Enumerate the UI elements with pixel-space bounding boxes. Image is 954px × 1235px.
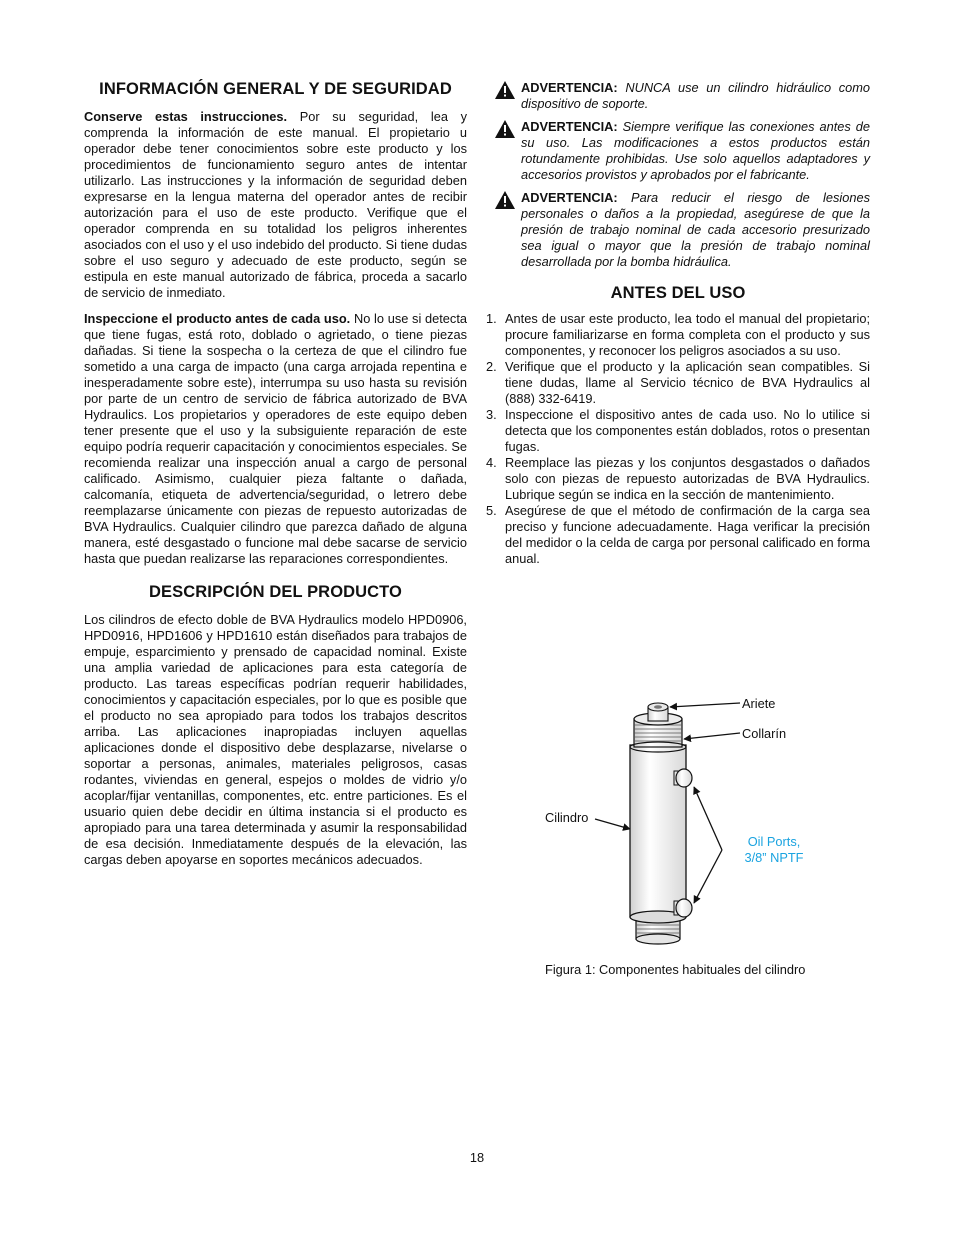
leader-port-upper [694, 787, 722, 850]
warning-2 [486, 119, 870, 183]
warning-3-text: Para reducir el riesgo de lesiones personales o daños a la propiedad, asegúrese de que la presión de trabajo nominal de cada accesorio presurizado sea igual o mayor que la presión de trabajo nominal desarrollada por la bomba hidráulica. [521, 190, 870, 269]
list-item-number: 5. [486, 503, 497, 518]
warning-1 [486, 80, 870, 112]
label-collar: Collarín [742, 726, 787, 741]
ram [648, 703, 668, 721]
leader-collar [684, 733, 740, 739]
paragraph-inspect-product-lead: Inspeccione el producto antes de cada uso. [84, 311, 351, 326]
paragraph-inspect-product-body: No lo use si detecta que tiene fugas, está roto, doblado o agrietado, o tiene piezas dañadas. Si tiene la sospecha o la certeza de que el cilindro fue sometido a una carga de impacto (una carga arrojada repentina e inesperadamente sobre este), interrumpa su uso hasta su revisión por parte de un centro de servicio de fábrica autorizado de BVA Hydraulics. Los propietarios y operadores de este equipo deben tener presente que el uso y la subsiguiente reparación de este equipo podría requerir capacitación y conocimientos especiales. Se recomienda realizar una inspección anual a cargo de personal calificado. Asimismo, cualquier pieza faltante o dañada, calcomanía, etiqueta de advertencia/seguridad, o letrero debe reemplazarse únicamente con piezas de repuesto autorizadas de BVA Hydraulics. Cualquier cilindro que parezca dañado de alguna manera, esté desgastado o funcione mal debe sacarse de servicio hasta que puedan realizarse las reparaciones correspondientes. [84, 311, 467, 566]
warning-triangle-icon [495, 81, 515, 99]
list-item [486, 311, 870, 359]
list-item-text: Asegúrese de que el método de confirmación de la carga sea preciso y funcione adecuadamente. Haga verificar la precisión del medidor o la celda de carga por personal calificado en forma anual. [505, 503, 870, 566]
heading-before-use: ANTES DEL USO [610, 284, 746, 302]
label-oil-ports-line1: Oil Ports, [747, 834, 801, 849]
paragraph-keep-instructions-lead: Conserve estas instrucciones. [84, 109, 288, 124]
warning-1-label: ADVERTENCIA: [521, 80, 618, 95]
oil-port-lower [674, 899, 692, 917]
label-cylinder: Cilindro [545, 810, 589, 825]
paragraph-keep-instructions-body: Por su seguridad, lea y comprenda la información de este manual. El propietario u operador debe tener conocimientos sobre este producto y los procedimientos de funcionamiento seguro antes de intentar utilizarlo. Las instrucciones y la información de seguridad deben expresarse en la lengua materna del operador antes de recibir autorización para el uso de este producto. Verifique que el operador comprenda en su totalidad los peligros inherentes asociados con el uso y el uso indebido del producto. Si tiene dudas sobre el uso seguro y adecuado de este producto, según se estipula en este manual autorizado de fábrica, proceda a sacarlo de servicio de inmediato. [84, 109, 467, 300]
page-number: 18 [469, 1150, 485, 1165]
list-item-text: Inspeccione el dispositivo antes de cada uso. No lo utilice si detecta que los componentes están doblados, rotos o presentan fugas. [505, 407, 870, 454]
warning-3-label: ADVERTENCIA: [521, 190, 618, 205]
list-item-number: 1. [486, 311, 497, 326]
label-oil-ports-line2: 3/8” NPTF [744, 850, 804, 865]
warning-2-label: ADVERTENCIA: [521, 119, 618, 134]
oil-port-upper [674, 769, 692, 787]
paragraph-product-description: Los cilindros de efecto doble de BVA Hydraulics modelo HPD0906, HPD0916, HPD1606 y HPD1610 están diseñados para trabajos de empuje, esparcimiento y prensado de capacidad nominal. Existe una amplia variedad de aplicaciones para esta categoría de producto. Las tareas específicas podrían requerir habilidades, conocimientos y capacitación especiales, por lo que es posible que el producto no sea apropiado para todos los trabajos descritos arriba. Las aplicaciones inapropiadas incluyen aquellas aplicaciones donde el dispositivo debe desplazarse, nivelarse o soportar a personas, animales, materiales peligrosos, casas rodantes, viviendas en general, espejos o moldes de vidrio y/o acoplar/fijar ventanillas, componentes, etc. entre particiones. Es el usuario quien debe decidir en última instancia si el producto es apropiado para una tarea determinada y asumir la responsabilidad de esa decisión. Inmediatamente después de la elevación, las cargas deben apoyarse en soportes mecánicos adecuados. [84, 612, 467, 867]
warning-triangle-icon [495, 120, 515, 138]
list-item-number: 3. [486, 407, 497, 422]
warning-1-text: NUNCA use un cilindro hidráulico como dispositivo de soporte. [521, 80, 870, 111]
left-column [84, 80, 467, 868]
heading-product-description: DESCRIPCIÓN DEL PRODUCTO [149, 583, 402, 601]
warning-triangle-icon [495, 191, 515, 209]
leader-cylinder [595, 819, 630, 829]
list-item [486, 455, 870, 503]
list-item-text: Verifique que el producto y la aplicación sean compatibles. Si tiene dudas, llame al Servicio técnico de BVA Hydraulics al (888) 332-6419. [505, 359, 870, 406]
warning-2-text: Siempre verifique las conexiones antes de su uso. Las modificaciones a estos productos están rotundamente prohibidas. Use solo aquellos adaptadores y accesorios provistos y aprobados por el fabricante. [521, 119, 870, 182]
list-item-text: Antes de usar este producto, lea todo el manual del propietario; procure familiarizarse en forma completa con el producto y sus componentes, y reconocer los peligros asociados a su uso. [505, 311, 870, 358]
warning-3 [486, 190, 870, 270]
heading-general-safety: INFORMACIÓN GENERAL Y DE SEGURIDAD [99, 80, 452, 98]
figure-caption: Figura 1: Componentes habituales del cilindro [545, 962, 806, 977]
paragraph-keep-instructions [84, 109, 467, 301]
paragraph-inspect-product [84, 311, 467, 567]
list-item-number: 4. [486, 455, 497, 470]
list-item [486, 407, 870, 455]
list-item-number: 2. [486, 359, 497, 374]
right-column [486, 80, 870, 567]
leader-ram [670, 703, 740, 707]
list-item [486, 503, 870, 567]
leader-port-lower [694, 850, 722, 903]
list-item [486, 359, 870, 407]
before-use-list [486, 311, 870, 567]
label-oil-ports [738, 834, 810, 866]
list-item-text: Reemplace las piezas y los conjuntos desgastados o dañados solo con piezas de repuesto autorizadas de BVA Hydraulics. Lubrique según se indica en la sección de mantenimiento. [505, 455, 870, 502]
label-ram: Ariete [742, 696, 776, 711]
